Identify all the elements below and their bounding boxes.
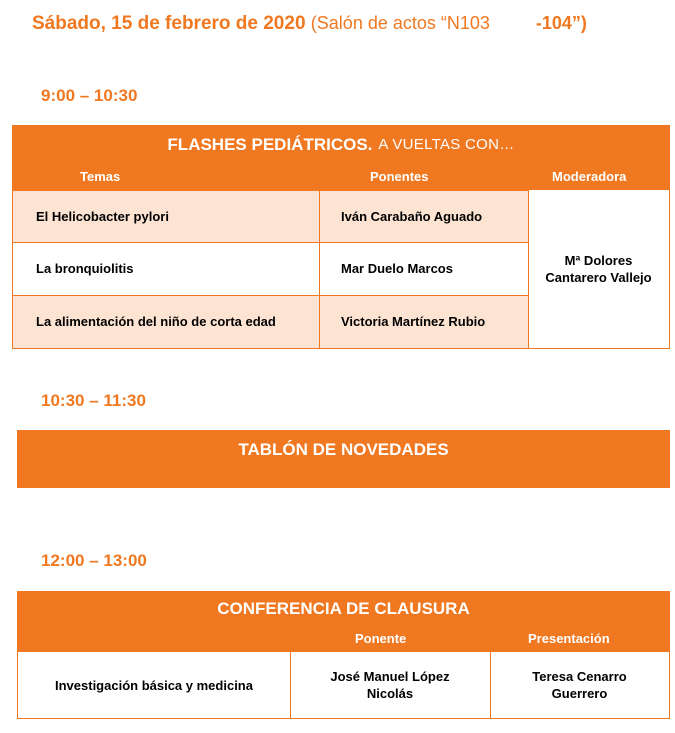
speaker-label: Iván Carabaño Aguado — [341, 208, 483, 224]
table-cell — [319, 190, 528, 242]
table-cell — [18, 652, 290, 718]
moderator-cell — [528, 190, 669, 348]
venue-label: (Salón de actos “N103 -104”) — [310, 13, 587, 33]
closing-table — [17, 591, 670, 719]
column-header-moderadora: Moderadora — [552, 169, 627, 184]
topic-label: La bronquiolitis — [36, 261, 134, 276]
divider — [13, 242, 528, 243]
session-time: 9:00 – 10:30 — [41, 86, 138, 105]
page-title — [32, 13, 587, 35]
topic-label: Investigación básica y medicina — [55, 677, 253, 693]
speaker-name-line1: José Manuel López — [330, 669, 450, 684]
table-cell — [319, 295, 528, 348]
speaker-label: Victoria Martínez Rubio — [341, 314, 486, 329]
session-banner: TABLÓN DE NOVEDADES — [17, 430, 670, 488]
session-time: 12:00 – 13:00 — [41, 551, 147, 570]
topic-label: El Helicobacter pylori — [36, 208, 169, 224]
moderator-name-line2: Cantarero Vallejo — [545, 270, 652, 285]
divider — [13, 190, 528, 191]
table-cell — [290, 652, 490, 718]
table-cell — [319, 242, 528, 295]
table-row — [13, 242, 319, 295]
divider — [13, 295, 528, 296]
column-header-ponente: Ponente — [355, 631, 407, 646]
divider — [490, 652, 491, 718]
table-row — [13, 295, 319, 348]
divider — [290, 652, 291, 718]
table-header-row — [18, 626, 669, 652]
session-title: CONFERENCIA DE CLAUSURA — [18, 592, 669, 626]
table-header-row — [13, 163, 669, 190]
table-row — [13, 190, 319, 242]
column-header-presentacion: Presentación — [528, 631, 610, 646]
table-cell — [490, 652, 669, 718]
column-header-ponentes: Ponentes — [370, 169, 429, 184]
speaker-name-line2: Nicolás — [366, 686, 414, 701]
session-title: FLASHES PEDIÁTRICOS. A VUELTAS CON… — [13, 126, 669, 163]
column-header-temas: Temas — [80, 169, 121, 184]
presenter-name-line2: Guerrero — [551, 686, 608, 701]
date-title: Sábado, 15 de febrero de 2020 — [32, 13, 306, 34]
session-table — [12, 125, 670, 349]
divider — [319, 190, 320, 348]
divider — [528, 190, 529, 348]
topic-label: La alimentación del niño de corta edad — [36, 314, 276, 329]
presenter-name-line1: Teresa Cenarro — [532, 669, 627, 684]
speaker-label: Mar Duelo Marcos — [341, 261, 453, 276]
moderator-name-line1: Mª Dolores — [564, 253, 633, 268]
session-time: 10:30 – 11:30 — [41, 391, 146, 410]
